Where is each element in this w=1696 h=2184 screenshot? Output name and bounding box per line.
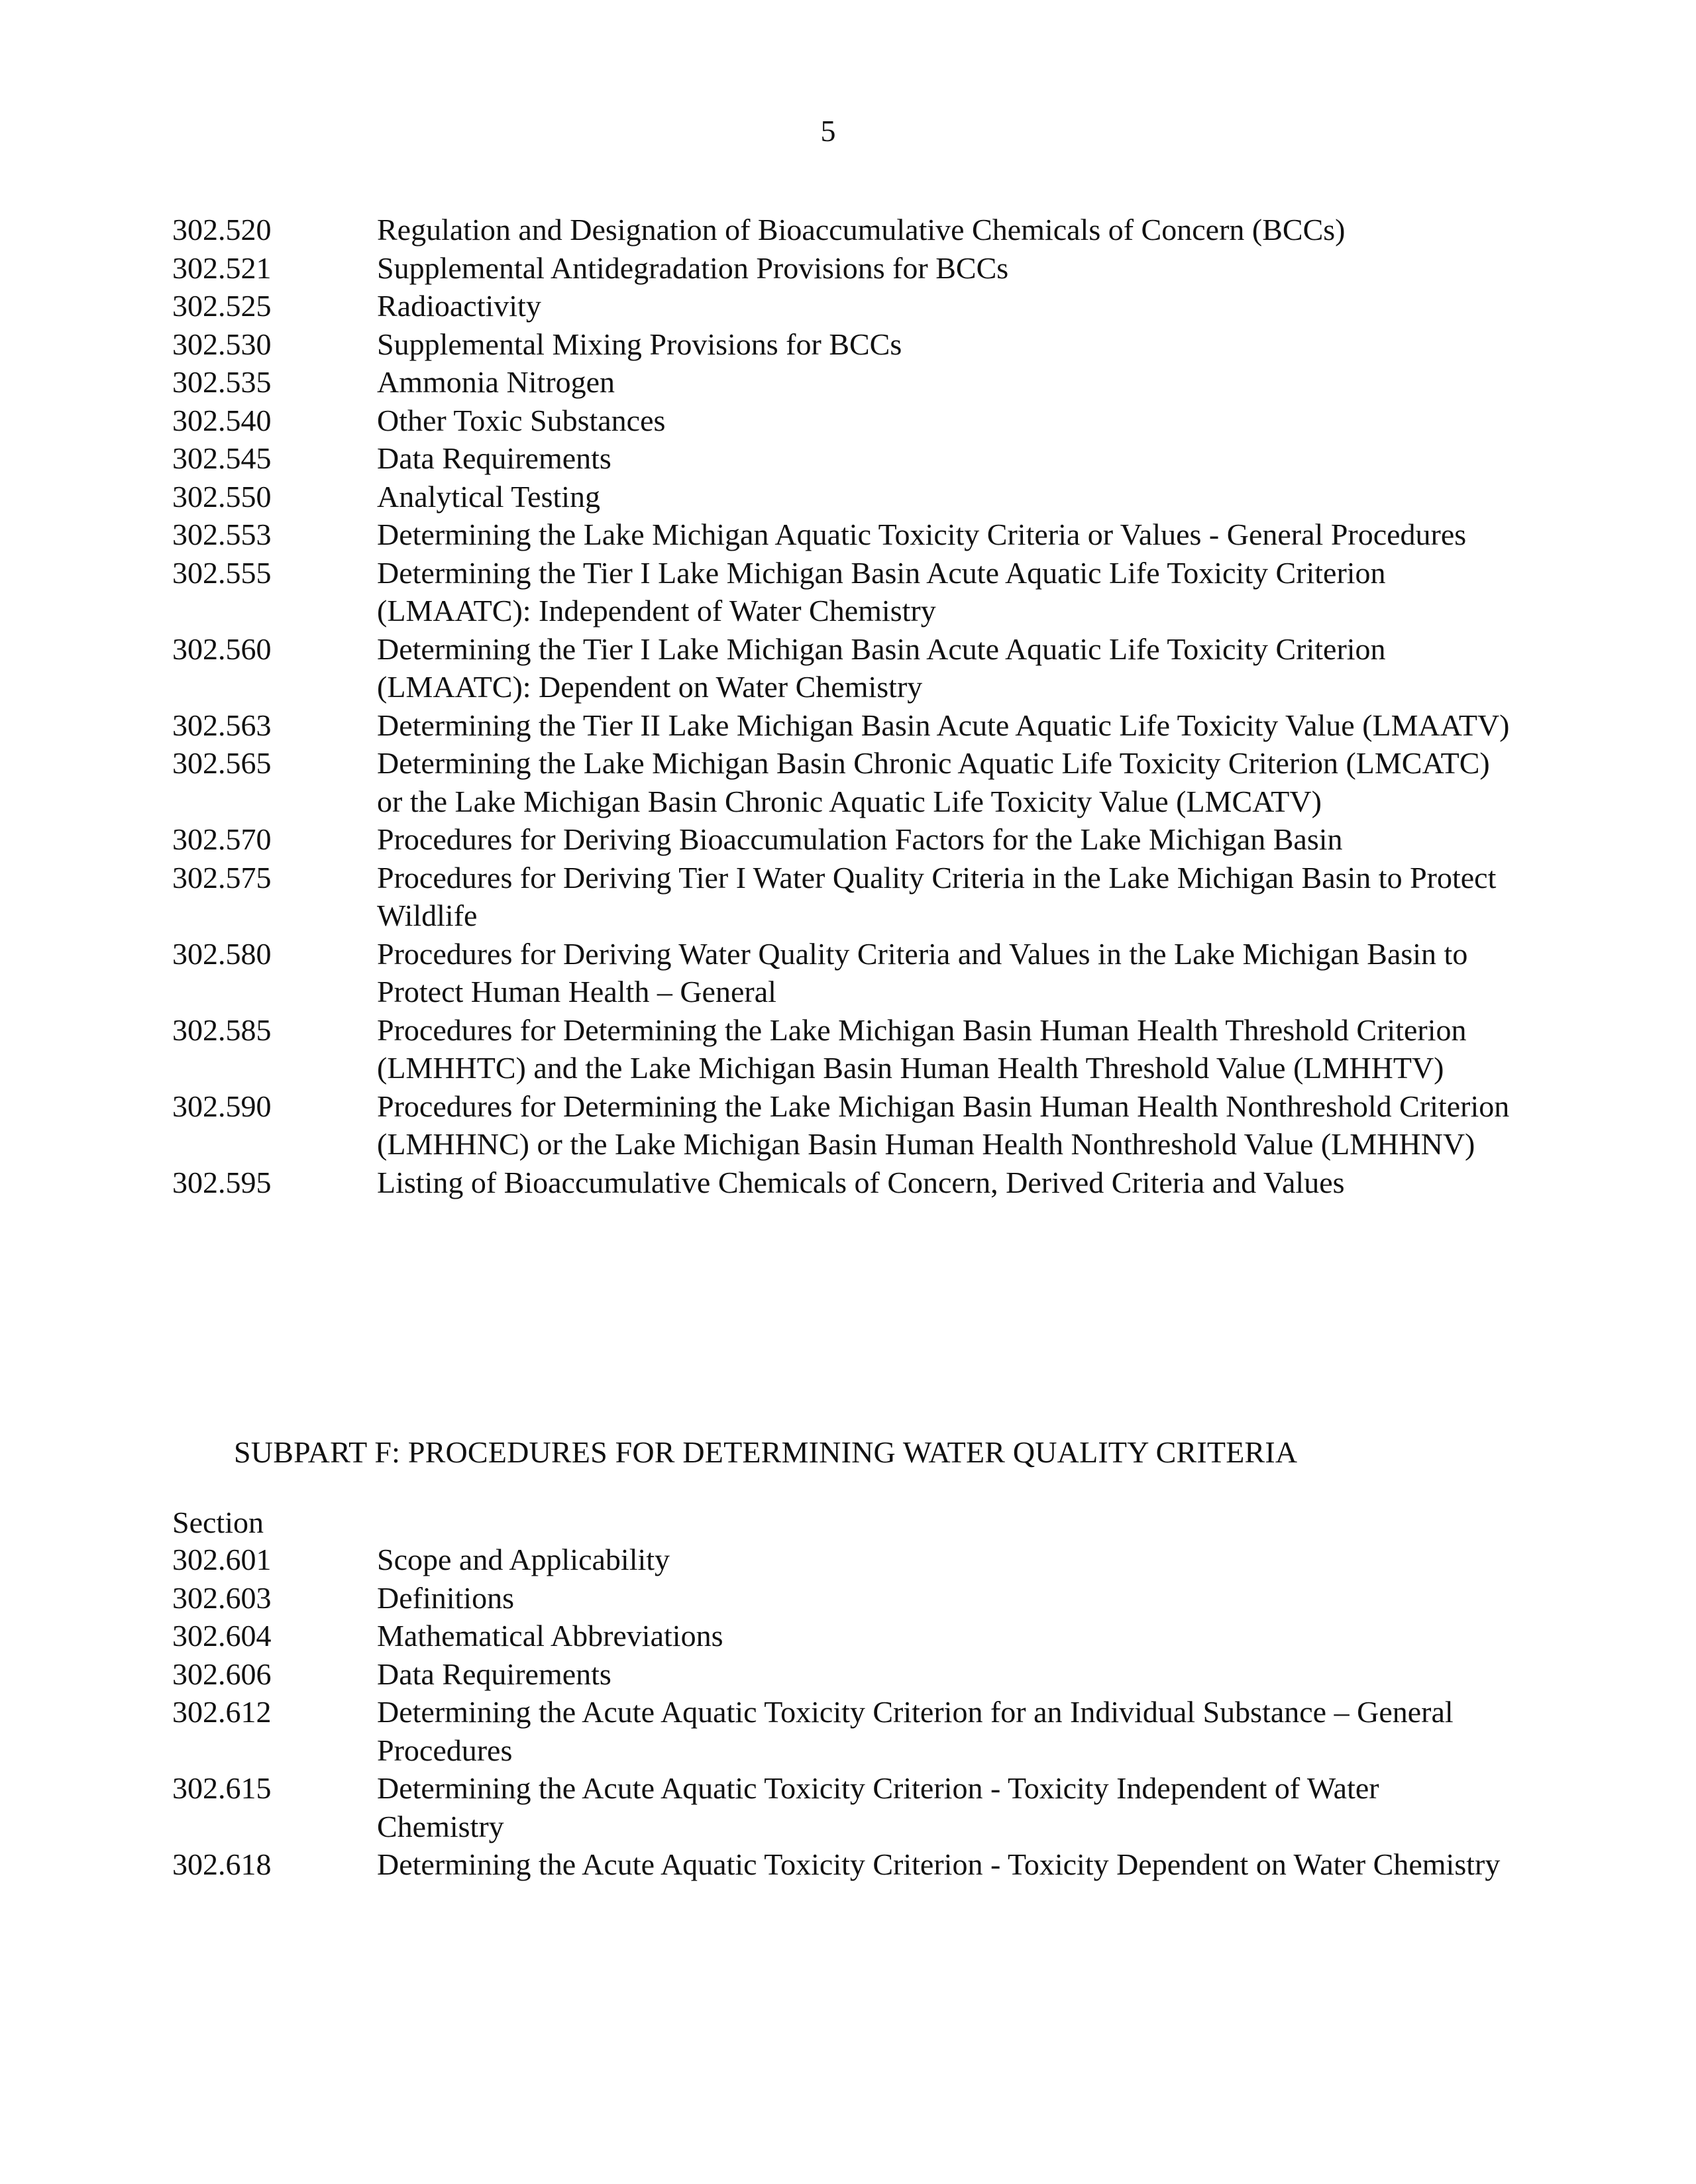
section-title: Procedures for Deriving Water Quality Criteria and Values in the Lake Michigan Basin to Protect Human Health – General xyxy=(377,936,1468,1009)
section-row xyxy=(172,859,1510,935)
section-title: Analytical Testing xyxy=(377,479,601,514)
section-row xyxy=(172,1541,1510,1579)
section-title: Determining the Lake Michigan Basin Chronic Aquatic Life Toxicity Criterion (LMCATC) or the Lake Michigan Basin Chronic Aquatic Life Toxicity Value (LMCATV) xyxy=(377,746,1490,818)
section-number: 302.521 xyxy=(172,250,272,285)
section-row xyxy=(172,287,1510,325)
section-title: Determining the Tier I Lake Michigan Basin Acute Aquatic Life Toxicity Criterion (LMAATC): Independent of Water Chemistry xyxy=(377,555,1386,628)
section-number: 302.601 xyxy=(172,1543,272,1576)
section-row xyxy=(172,211,1510,249)
section-row xyxy=(172,1011,1510,1087)
section-list-subpart-f xyxy=(172,1541,1510,1884)
section-row xyxy=(172,478,1510,516)
section-number: 302.603 xyxy=(172,1580,272,1615)
section-number: 302.530 xyxy=(172,327,272,361)
section-title: Regulation and Designation of Bioaccumulative Chemicals of Concern (BCCs) xyxy=(377,213,1346,246)
section-title: Scope and Applicability xyxy=(377,1543,670,1576)
section-row xyxy=(172,744,1510,820)
section-row xyxy=(172,325,1510,364)
section-row xyxy=(172,554,1510,630)
section-number: 302.540 xyxy=(172,403,272,437)
section-row xyxy=(172,1579,1510,1617)
section-row xyxy=(172,1693,1510,1769)
section-number: 302.612 xyxy=(172,1695,272,1729)
section-row xyxy=(172,363,1510,402)
section-number: 302.545 xyxy=(172,441,272,475)
section-title: Procedures for Deriving Tier I Water Quality Criteria in the Lake Michigan Basin to Protect Wildlife xyxy=(377,860,1497,932)
section-row xyxy=(172,439,1510,478)
section-row xyxy=(172,935,1510,1011)
section-row xyxy=(172,630,1510,706)
section-row xyxy=(172,1655,1510,1694)
section-number: 302.520 xyxy=(172,213,272,246)
section-number: 302.570 xyxy=(172,822,272,856)
section-row xyxy=(172,249,1510,288)
section-number: 302.606 xyxy=(172,1657,272,1691)
section-row xyxy=(172,820,1510,859)
section-title: Determining the Acute Aquatic Toxicity Criterion - Toxicity Dependent on Water Chemistry xyxy=(377,1847,1501,1881)
section-number: 302.550 xyxy=(172,479,272,514)
section-title: Supplemental Mixing Provisions for BCCs xyxy=(377,327,902,361)
section-number: 302.590 xyxy=(172,1089,272,1123)
section-number: 302.595 xyxy=(172,1165,272,1199)
section-title: Determining the Acute Aquatic Toxicity Criterion - Toxicity Independent of Water Chemistry xyxy=(377,1771,1379,1843)
subpart-heading: SUBPART F: PROCEDURES FOR DETERMINING WATER QUALITY CRITERIA xyxy=(234,1435,1298,1469)
section-title: Procedures for Deriving Bioaccumulation Factors for the Lake Michigan Basin xyxy=(377,822,1343,856)
section-number: 302.580 xyxy=(172,936,272,971)
section-title: Determining the Acute Aquatic Toxicity Criterion for an Individual Substance – General Procedures xyxy=(377,1695,1454,1767)
section-number: 302.565 xyxy=(172,746,272,780)
section-row xyxy=(172,1164,1510,1202)
section-title: Mathematical Abbreviations xyxy=(377,1619,723,1653)
section-number: 302.575 xyxy=(172,860,272,895)
section-title: Procedures for Determining the Lake Michigan Basin Human Health Nonthreshold Criterion (LMHHNC) or the Lake Michigan Basin Human Health Nonthreshold Value (LMHHNV) xyxy=(377,1089,1510,1161)
section-number: 302.585 xyxy=(172,1012,272,1047)
page-number: 5 xyxy=(820,114,836,148)
section-number: 302.555 xyxy=(172,555,272,590)
section-number: 302.525 xyxy=(172,289,272,323)
section-title: Determining the Lake Michigan Aquatic Toxicity Criteria or Values - General Procedures xyxy=(377,518,1467,551)
section-column-label: Section xyxy=(172,1505,264,1539)
section-row xyxy=(172,1617,1510,1655)
section-number: 302.615 xyxy=(172,1771,272,1805)
section-row xyxy=(172,402,1510,440)
section-row xyxy=(172,1845,1510,1884)
section-row xyxy=(172,516,1510,554)
section-number: 302.535 xyxy=(172,365,272,399)
section-title: Ammonia Nitrogen xyxy=(377,365,615,399)
section-number: 302.604 xyxy=(172,1619,272,1653)
section-title: Radioactivity xyxy=(377,289,541,323)
section-list-subpart-e xyxy=(172,211,1510,1201)
section-number: 302.553 xyxy=(172,518,272,551)
section-title: Data Requirements xyxy=(377,441,611,475)
section-title: Determining the Tier I Lake Michigan Basin Acute Aquatic Life Toxicity Criterion (LMAATC): Dependent on Water Chemistry xyxy=(377,631,1386,704)
section-title: Listing of Bioaccumulative Chemicals of Concern, Derived Criteria and Values xyxy=(377,1165,1345,1199)
section-title: Data Requirements xyxy=(377,1657,611,1691)
section-title: Procedures for Determining the Lake Michigan Basin Human Health Threshold Criterion (LMHHTC) and the Lake Michigan Basin Human Health Threshold Value (LMHHTV) xyxy=(377,1012,1467,1085)
section-title: Determining the Tier II Lake Michigan Basin Acute Aquatic Life Toxicity Value (LMAATV) xyxy=(377,708,1510,742)
section-number: 302.563 xyxy=(172,708,272,742)
section-title: Supplemental Antidegradation Provisions for BCCs xyxy=(377,250,1009,285)
section-number: 302.560 xyxy=(172,631,272,666)
section-row xyxy=(172,706,1510,745)
section-row xyxy=(172,1087,1510,1164)
section-title: Other Toxic Substances xyxy=(377,403,666,437)
section-row xyxy=(172,1769,1510,1845)
section-number: 302.618 xyxy=(172,1847,272,1881)
section-title: Definitions xyxy=(377,1580,514,1615)
